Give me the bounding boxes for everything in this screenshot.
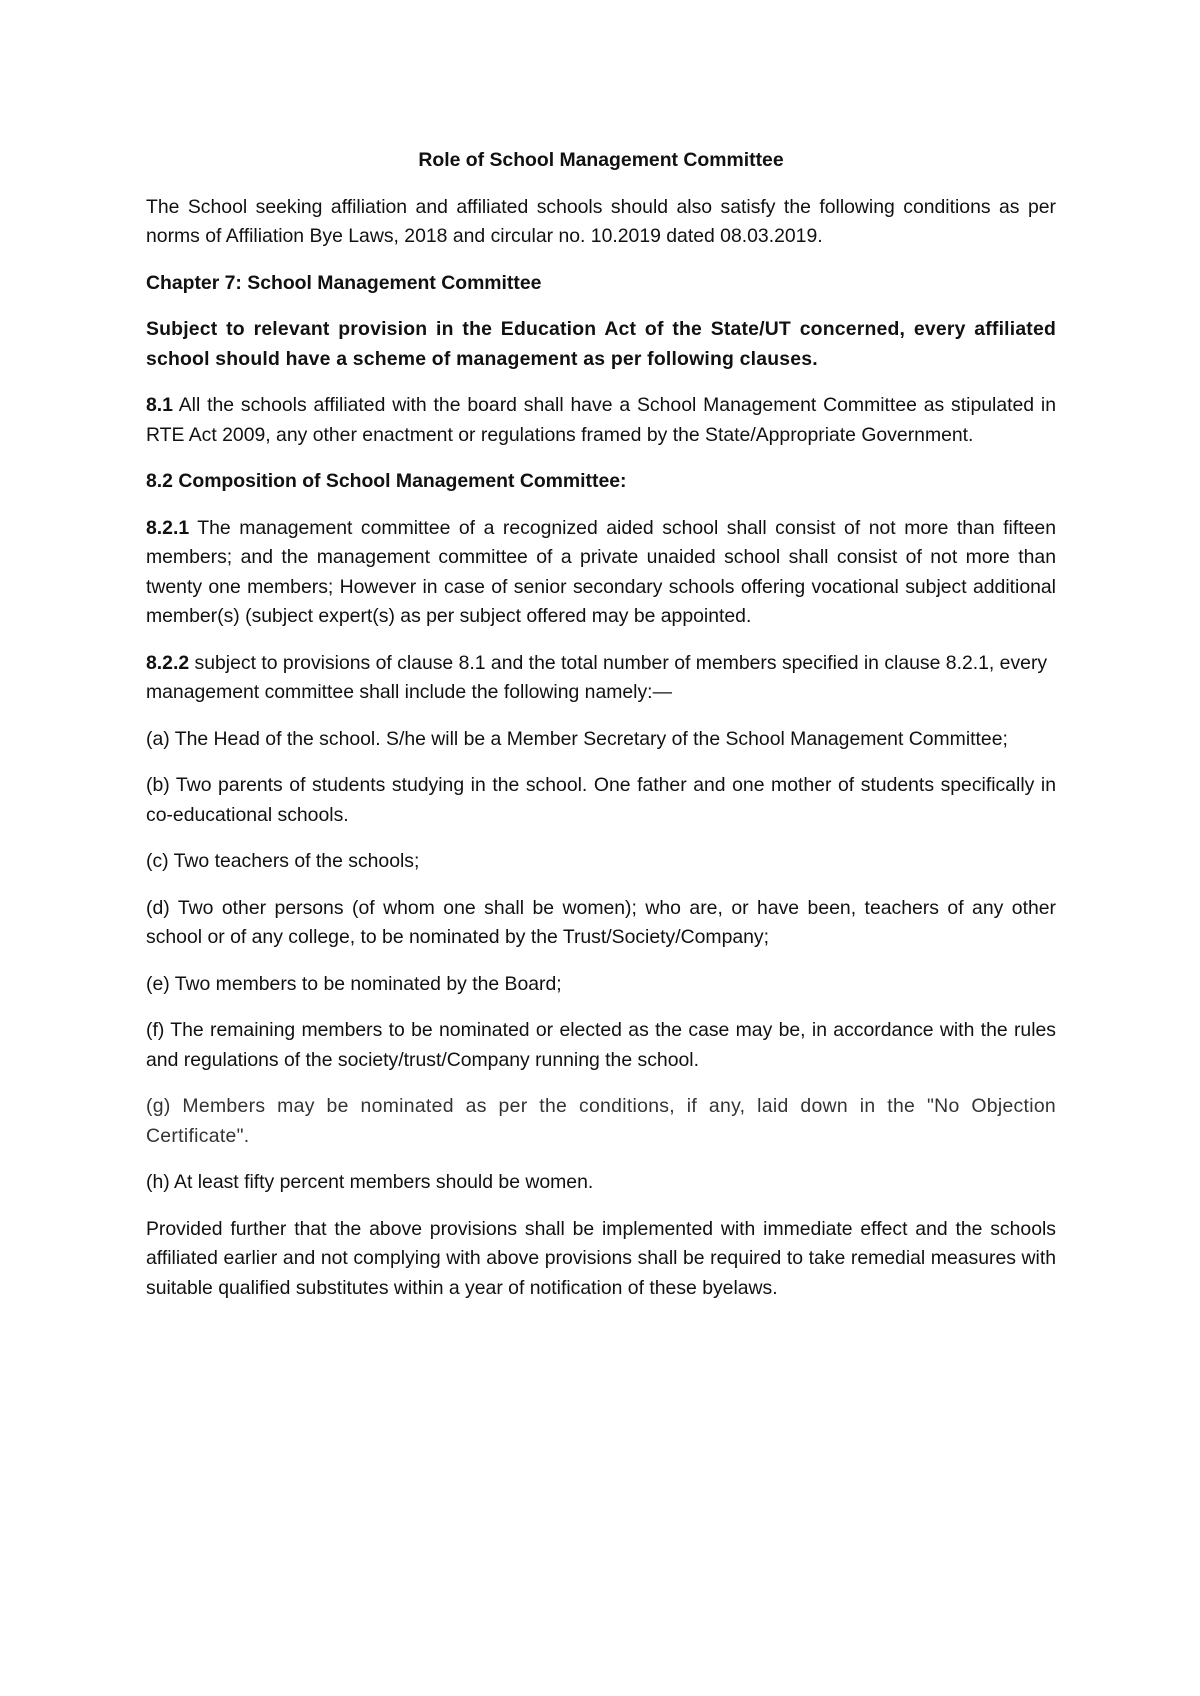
clause-number: 8.2.1 — [146, 516, 190, 539]
clause-text: The management committee of a recognized aided school shall consist of not more than fifteen members; and the management committee of a private unaided school shall consist of not more than twenty one members; However in case of senior secondary schools offering vocational subject additional member(s) (subject expert(s) as per subject offered may be appointed. — [146, 516, 1056, 627]
list-item-e: (e) Two members to be nominated by the Board; — [146, 972, 562, 995]
list-item-d: (d) Two other persons (of whom one shall be women); who are, or have been, teachers of any other school or of any college, to be nominated by the Trust/Society/Company; — [146, 896, 1056, 948]
chapter-heading: Chapter 7: School Management Committee — [146, 271, 542, 294]
closing-paragraph: Provided further that the above provisions shall be implemented with immediate effect and the schools affiliated earlier and not complying with above provisions shall be required to take remedial measures with suitable qualified substitutes within a year of notification of these byelaws. — [146, 1217, 1056, 1299]
clause-8-2-heading: 8.2 Composition of School Management Committee: — [146, 470, 627, 492]
document-page — [146, 146, 1056, 1320]
list-item-f: (f) The remaining members to be nominated or elected as the case may be, in accordance with the rules and regulations of the society/trust/Company running the school. — [146, 1019, 1056, 1071]
clause-number: 8.2.2 — [146, 651, 190, 674]
document-title: Role of School Management Committee — [418, 149, 784, 171]
list-item-a: (a) The Head of the school. S/he will be a Member Secretary of the School Management Committee; — [146, 727, 1008, 750]
subject-statement: Subject to relevant provision in the Education Act of the State/UT concerned, every affiliated school should have a scheme of management as per following clauses. — [146, 318, 1056, 370]
clause-text: All the schools affiliated with the board shall have a School Management Committee as stipulated in RTE Act 2009, any other enactment or regulations framed by the State/Appropriate Government. — [146, 394, 1056, 446]
clause-8-1 — [146, 391, 1056, 450]
intro-paragraph: The School seeking affiliation and affiliated schools should also satisfy the following conditions as per norms of Affiliation Bye Laws, 2018 and circular no. 10.2019 dated 08.03.2019. — [146, 195, 1056, 247]
clause-8-2-1 — [146, 514, 1056, 632]
clause-8-2-2 — [146, 649, 1056, 708]
list-item-g: (g) Members may be nominated as per the conditions, if any, laid down in the "No Objection Certificate". — [146, 1095, 1056, 1147]
list-item-h: (h) At least fifty percent members should be women. — [146, 1171, 594, 1193]
list-item-b: (b) Two parents of students studying in the school. One father and one mother of students specifically in co-educational schools. — [146, 774, 1056, 826]
clause-text: subject to provisions of clause 8.1 and the total number of members specified in clause 8.2.1, every management committee shall include the following namely:— — [146, 651, 1048, 703]
list-item-c: (c) Two teachers of the schools; — [146, 850, 420, 872]
clause-number: 8.1 — [146, 394, 173, 416]
